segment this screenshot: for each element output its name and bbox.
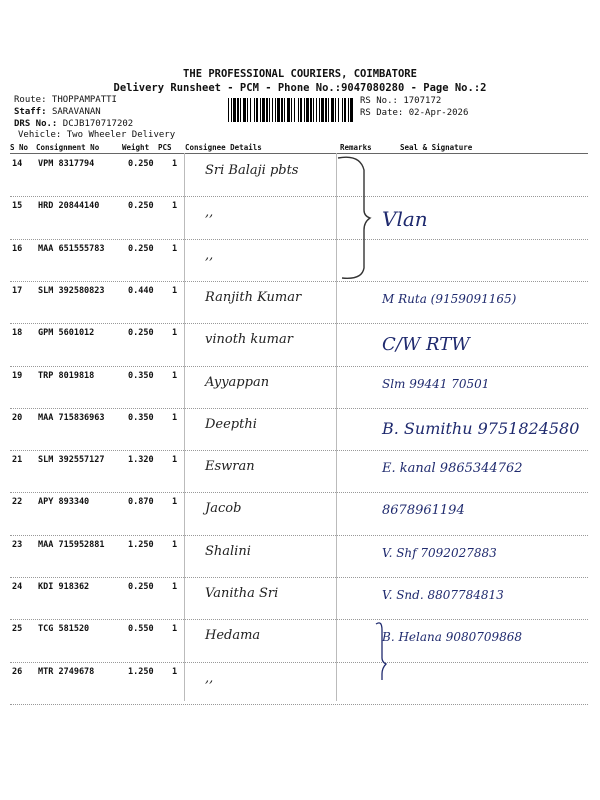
- pieces-count: 1: [172, 328, 178, 339]
- barcode-bar: [237, 98, 239, 122]
- seal-signature: E. kanal 9865344762: [382, 461, 523, 477]
- barcode-bar: [266, 98, 268, 122]
- seal-signature: B. Helana 9080709868: [382, 630, 523, 645]
- consignment-number: MAA 715952881: [38, 539, 105, 550]
- weight-value: 0.250: [128, 582, 154, 592]
- consignee-handwritten: Jacob: [205, 501, 242, 517]
- weight-value: 0.440: [128, 285, 154, 296]
- barcode-bar: [350, 98, 353, 122]
- weight-value: 0.250: [128, 243, 154, 254]
- table-row: [10, 663, 588, 705]
- consignee-handwritten: Sri Balaji pbts: [205, 163, 299, 178]
- consignment-number: MTR 2749678: [38, 666, 95, 677]
- consignee-handwritten: Ayyappan: [205, 374, 270, 390]
- seal-signature: Vlan: [382, 207, 428, 232]
- barcode-bar: [281, 98, 283, 122]
- table-row: [10, 240, 588, 282]
- barcode-bar: [310, 98, 312, 122]
- barcode-bar: [300, 98, 302, 122]
- barcode-bar: [269, 98, 270, 122]
- staff-label: [14, 107, 101, 117]
- consignee-handwritten: Shalini: [205, 543, 251, 559]
- pieces-count: 1: [172, 455, 178, 466]
- barcode-bar: [233, 98, 236, 122]
- barcode-bar: [291, 98, 292, 122]
- table-row: [10, 282, 588, 324]
- route-label: Route: THOPPAMPATTI: [14, 95, 117, 105]
- barcode-bar: [344, 98, 346, 122]
- rs-number: RS No.: 1707172: [360, 96, 442, 106]
- consignment-number: VPM 8317794: [38, 159, 95, 169]
- serial-number: 26: [12, 666, 23, 677]
- table-row: [10, 324, 588, 366]
- staff-caption: Staff:: [14, 107, 47, 117]
- vehicle-label: Vehicle: Two Wheeler Delivery: [18, 130, 176, 140]
- col-seal: Seal & Signature: [400, 143, 473, 152]
- seal-signature: C/W RTW: [382, 334, 470, 356]
- weight-value: 0.870: [128, 497, 154, 508]
- table-row: [10, 197, 588, 239]
- seal-signature: Slm 99441 70501: [382, 376, 490, 391]
- serial-number: 22: [12, 497, 23, 508]
- consignment-number: TCG 581520: [38, 624, 90, 635]
- table-row: [10, 620, 588, 662]
- weight-value: 0.250: [128, 328, 154, 339]
- barcode-graphic: [228, 98, 356, 122]
- barcode-bar: [260, 98, 261, 122]
- table-row: [10, 536, 588, 578]
- barcode-bar: [319, 98, 320, 122]
- drs-label: [14, 119, 133, 129]
- weight-value: 1.250: [128, 666, 154, 677]
- barcode-bar: [243, 98, 246, 122]
- barcode-bar: [277, 98, 280, 122]
- seal-signature: B. Sumithu 9751824580: [382, 418, 580, 438]
- barcode-bar: [240, 98, 241, 122]
- consignment-number: MAA 715836963: [38, 412, 105, 423]
- drs-caption: DRS No.:: [14, 119, 58, 129]
- barcode-bar: [275, 98, 276, 122]
- barcode-bar: [272, 98, 273, 122]
- company-title: THE PROFESSIONAL COURIERS, COIMBATORE: [183, 68, 417, 80]
- seal-signature: 8678961194: [382, 503, 465, 519]
- col-consignment: Consignment No: [36, 143, 100, 152]
- barcode-bar: [331, 98, 334, 122]
- pieces-count: 1: [172, 159, 178, 169]
- barcode-bar: [298, 98, 299, 122]
- barcode-bar: [287, 98, 290, 122]
- barcode-bar: [284, 98, 285, 122]
- consignee-handwritten: Hedama: [205, 628, 261, 644]
- serial-number: 25: [12, 624, 23, 635]
- serial-number: 14: [12, 159, 23, 169]
- pieces-count: 1: [172, 285, 178, 296]
- rs-date: RS Date: 02-Apr-2026: [360, 108, 469, 118]
- barcode-bar: [306, 98, 309, 122]
- consignment-number: SLM 392580823: [38, 285, 105, 296]
- serial-number: 19: [12, 370, 23, 381]
- barcode-bar: [262, 98, 265, 122]
- table-header: [10, 143, 588, 153]
- weight-value: 0.350: [128, 412, 154, 423]
- col-weight: Weight: [122, 143, 150, 152]
- serial-number: 15: [12, 201, 23, 212]
- barcode-bar: [250, 98, 251, 122]
- consignee-handwritten: Deepthi: [205, 416, 257, 432]
- serial-number: 20: [12, 412, 23, 423]
- pieces-count: 1: [172, 539, 178, 550]
- barcode-bar: [342, 98, 343, 122]
- consignee-handwritten: vinoth kumar: [205, 332, 293, 348]
- weight-value: 0.550: [128, 624, 154, 635]
- consignee-handwritten: ,,: [205, 205, 214, 221]
- pieces-count: 1: [172, 666, 178, 677]
- serial-number: 18: [12, 328, 23, 339]
- pieces-count: 1: [172, 497, 178, 508]
- pieces-count: 1: [172, 412, 178, 423]
- table-row: [10, 367, 588, 409]
- barcode-bar: [228, 98, 229, 122]
- barcode-bar: [335, 98, 336, 122]
- col-sno: S No: [10, 143, 29, 152]
- serial-number: 23: [12, 539, 23, 550]
- barcode-bar: [348, 98, 349, 122]
- row-separator: [10, 704, 588, 705]
- serial-number: 24: [12, 582, 23, 592]
- barcode-bar: [325, 98, 327, 122]
- barcode-bar: [247, 98, 248, 122]
- barcode-bar: [254, 98, 255, 122]
- header-rule: [10, 153, 588, 154]
- weight-value: 0.350: [128, 370, 154, 381]
- serial-number: 21: [12, 455, 23, 466]
- consignee-handwritten: Vanitha Sri: [205, 586, 279, 601]
- barcode: [228, 98, 356, 122]
- barcode-bar: [338, 98, 339, 122]
- consignment-number: SLM 392557127: [38, 455, 105, 466]
- runsheet-title: Delivery Runsheet - PCM - Phone No.:9047080280 - Page No.:2: [113, 82, 487, 94]
- barcode-bar: [321, 98, 324, 122]
- consignee-handwritten: ,,: [205, 247, 214, 263]
- weight-value: 0.250: [128, 159, 154, 169]
- barcode-bar: [328, 98, 329, 122]
- seal-signature: M Ruta (9159091165): [382, 291, 517, 306]
- serial-number: 16: [12, 243, 23, 254]
- barcode-bar: [231, 98, 232, 122]
- bracket-marks: [330, 150, 390, 690]
- barcode-bar: [256, 98, 258, 122]
- consignment-number: GPM 5601012: [38, 328, 95, 339]
- table-row: [10, 493, 588, 535]
- pieces-count: 1: [172, 243, 178, 254]
- barcode-bar: [304, 98, 305, 122]
- pieces-count: 1: [172, 201, 178, 212]
- pieces-count: 1: [172, 582, 178, 592]
- serial-number: 17: [12, 285, 23, 296]
- col-consignee: Consignee Details: [185, 143, 262, 152]
- consignment-number: MAA 651555783: [38, 243, 105, 254]
- weight-value: 1.250: [128, 539, 154, 550]
- pieces-count: 1: [172, 624, 178, 635]
- table-row: [10, 451, 588, 493]
- barcode-bar: [313, 98, 314, 122]
- table-row: [10, 409, 588, 451]
- weight-value: 1.320: [128, 455, 154, 466]
- drs-number: DCJB170717202: [62, 119, 134, 129]
- table-row: [10, 155, 588, 197]
- consignment-number: APY 893340: [38, 497, 90, 508]
- consignee-handwritten: Eswran: [205, 459, 255, 475]
- seal-signature: V. Shf 7092027883: [382, 545, 497, 560]
- barcode-bar: [316, 98, 317, 122]
- col-remarks: Remarks: [340, 143, 372, 152]
- consignee-handwritten: ,,: [205, 670, 214, 686]
- staff-name: SARAVANAN: [51, 107, 101, 117]
- consignee-handwritten: Ranjith Kumar: [205, 289, 302, 305]
- table-row: [10, 578, 588, 620]
- seal-signature: V. Snd. 8807784813: [382, 588, 504, 602]
- barcode-bar: [294, 98, 295, 122]
- weight-value: 0.250: [128, 201, 154, 212]
- pieces-count: 1: [172, 370, 178, 381]
- consignment-number: KDI 918362: [38, 582, 90, 592]
- consignment-number: TRP 8019818: [38, 370, 95, 381]
- col-pcs: PCS: [158, 143, 172, 152]
- consignment-number: HRD 20844140: [38, 201, 100, 212]
